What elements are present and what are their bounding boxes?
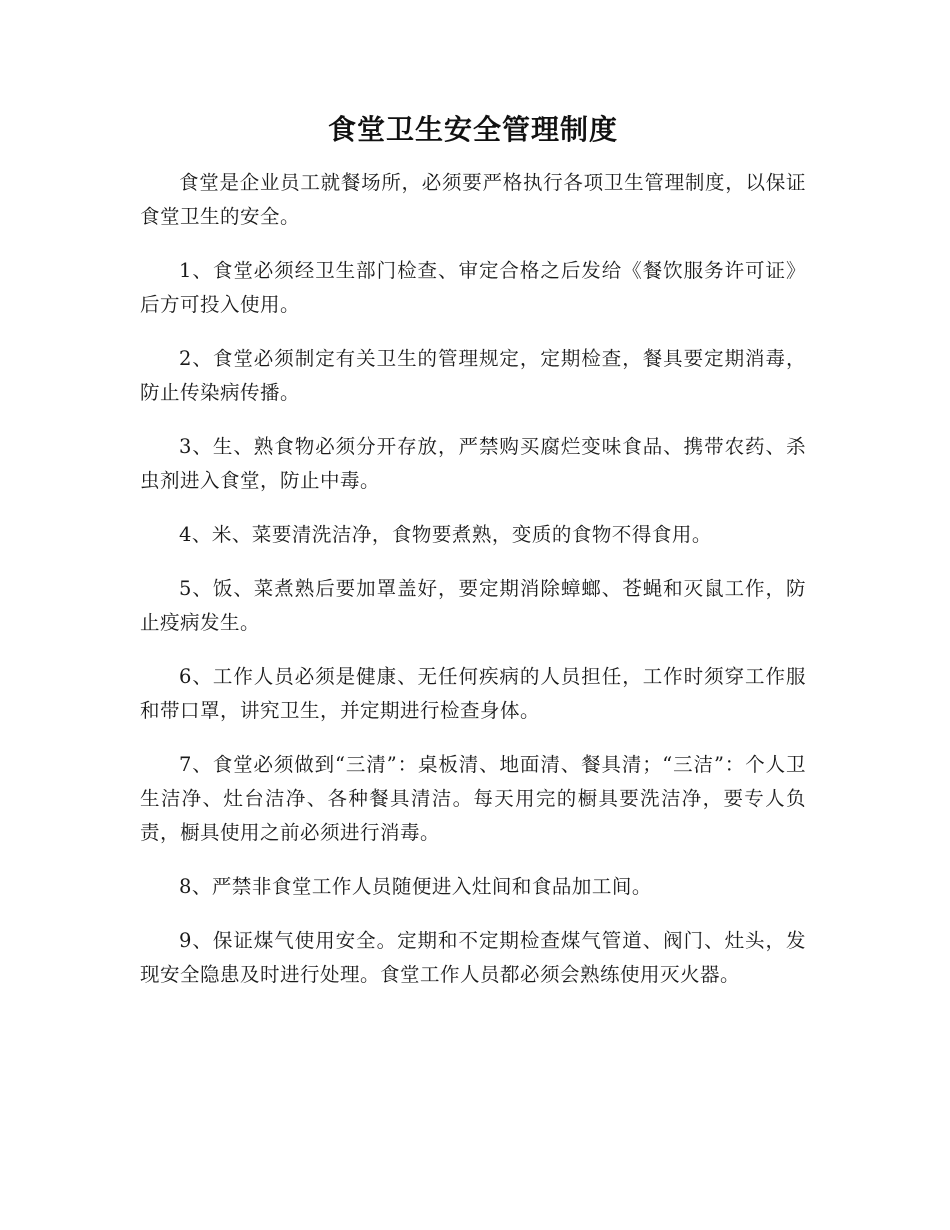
intro-paragraph: 食堂是企业员工就餐场所，必须要严格执行各项卫生管理制度，以保证食堂卫生的安全。 [140, 171, 806, 228]
document-page [140, 108, 806, 1012]
rule-paragraph-3: 3、生、熟食物必须分开存放，严禁购买腐烂变味食品、携带农药、杀虫剂进入食堂，防止中毒。 [140, 435, 806, 492]
rule-paragraph-7: 7、食堂必须做到“三清”：桌板清、地面清、餐具清；“三洁”：个人卫生洁净、灶台洁净、各种餐具清洁。每天用完的橱具要洗洁净，要专人负责，橱具使用之前必须进行消毒。 [140, 753, 806, 844]
rule-paragraph-2: 2、食堂必须制定有关卫生的管理规定，定期检查，餐具要定期消毒，防止传染病传播。 [140, 347, 806, 404]
rule-paragraph-8: 8、严禁非食堂工作人员随便进入灶间和食品加工间。 [179, 875, 652, 898]
rule-paragraph-5: 5、饭、菜煮熟后要加罩盖好，要定期消除蟑螂、苍蝇和灭鼠工作，防止疫病发生。 [140, 577, 806, 634]
rule-paragraph-6: 6、工作人员必须是健康、无任何疾病的人员担任，工作时须穿工作服和带口罩，讲究卫生，并定期进行检查身体。 [140, 665, 806, 722]
rule-paragraph-9: 9、保证煤气使用安全。定期和不定期检查煤气管道、阀门、灶头，发现安全隐患及时进行处理。食堂工作人员都必须会熟练使用灭火器。 [140, 929, 806, 986]
rule-paragraph-1: 1、食堂必须经卫生部门检查、审定合格之后发给《餐饮服务许可证》后方可投入使用。 [140, 259, 806, 316]
document-title: 食堂卫生安全管理制度 [327, 113, 618, 146]
rule-paragraph-4: 4、米、菜要清洗洁净，食物要煮熟，变质的食物不得食用。 [179, 523, 712, 546]
